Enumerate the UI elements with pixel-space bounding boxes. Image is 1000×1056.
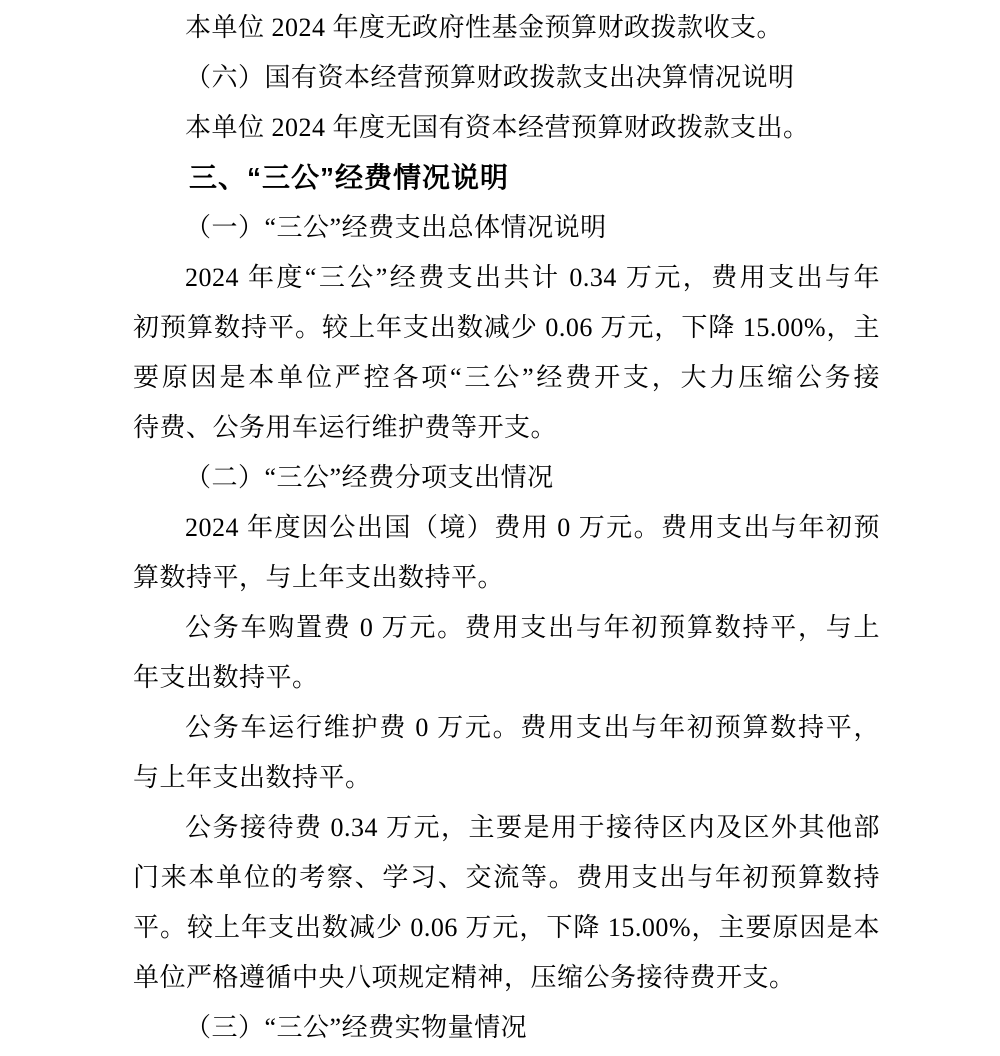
document-line: 公务车购置费 0 万元。费用支出与年初预算数持平，与上 (185, 613, 880, 642)
document-line: 年支出数持平。 (133, 663, 319, 692)
subsection-heading-overall: （一）“三公”经费支出总体情况说明 (185, 213, 607, 242)
subsection-heading-state-capital: （六）国有资本经营预算财政拨款支出决算情况说明 (185, 63, 795, 92)
document-line: 平。较上年支出数减少 0.06 万元，下降 15.00%，主要原因是本 (133, 913, 880, 942)
document-line: 算数持平，与上年支出数持平。 (133, 563, 505, 592)
document-line: 要原因是本单位严控各项“三公”经费开支，大力压缩公务接 (133, 363, 880, 392)
document-line: 门来本单位的考察、学习、交流等。费用支出与年初预算数持 (133, 863, 880, 892)
document-line: 本单位 2024 年度无政府性基金预算财政拨款收支。 (185, 13, 784, 42)
document-line: 本单位 2024 年度无国有资本经营预算财政拨款支出。 (185, 113, 810, 142)
document-line: 2024 年度因公出国（境）费用 0 万元。费用支出与年初预 (185, 513, 880, 542)
document-line: 单位严格遵循中央八项规定精神，压缩公务接待费开支。 (133, 963, 796, 992)
document-line: 公务接待费 0.34 万元，主要是用于接待区内及区外其他部 (185, 813, 880, 842)
document-line: 初预算数持平。较上年支出数减少 0.06 万元，下降 15.00%，主 (133, 313, 880, 342)
document-line: 2024 年度“三公”经费支出共计 0.34 万元，费用支出与年 (185, 263, 880, 292)
document-line: 与上年支出数持平。 (133, 763, 372, 792)
subsection-heading-itemized: （二）“三公”经费分项支出情况 (185, 463, 554, 492)
subsection-heading-physical-quantity: （三）“三公”经费实物量情况 (185, 1013, 528, 1042)
document-line: 待费、公务用车运行维护费等开支。 (133, 413, 558, 442)
section-heading-three-public-expenses: 三、“三公”经费情况说明 (189, 162, 510, 193)
document-line: 公务车运行维护费 0 万元。费用支出与年初预算数持平， (185, 713, 880, 742)
